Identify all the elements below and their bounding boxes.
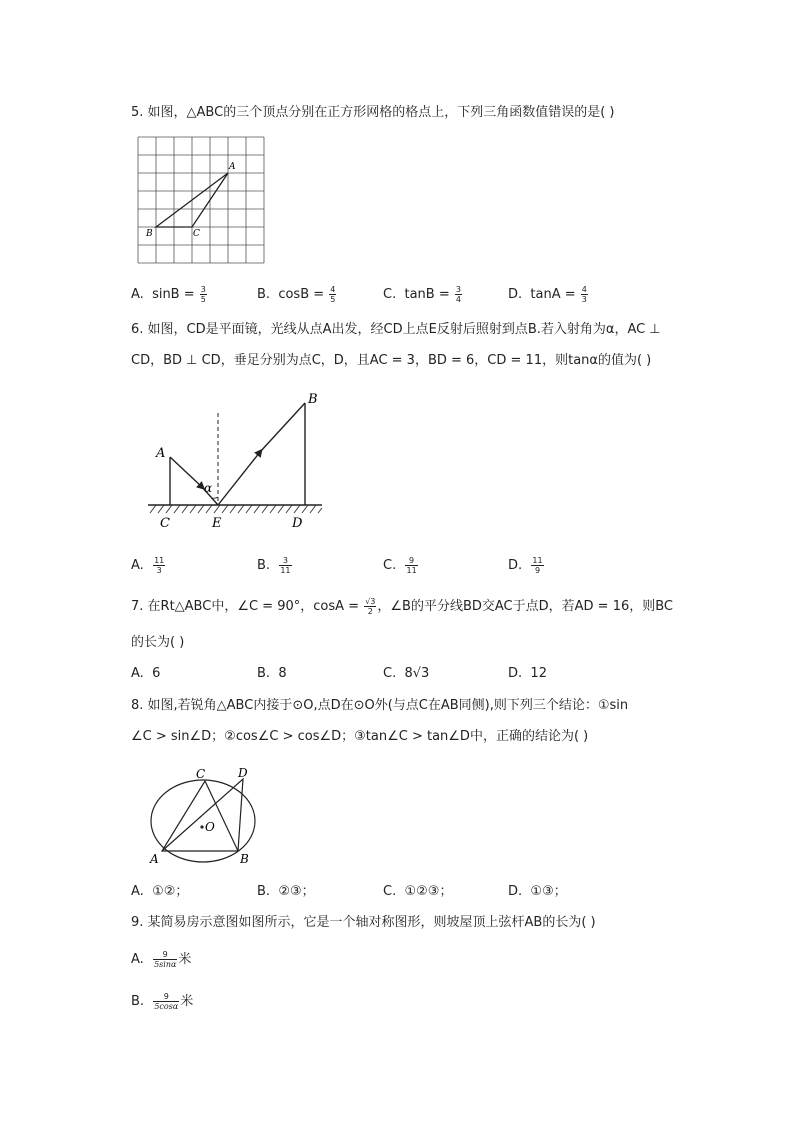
q8-label-o: O	[205, 820, 215, 834]
q7-stem-line1: 7. 在Rt△ABC中，∠C = 90°，cosA = $\frac{√3}{2}$ ，∠B的平分线BD交AC于点D，若AD = 16，则BC	[131, 597, 673, 616]
q8-option-d[interactable]: D. ①③；	[508, 884, 567, 899]
q6-label-c: C	[160, 516, 170, 531]
q6-label-b: B	[308, 392, 318, 407]
q6-label-alpha: α	[204, 481, 213, 495]
q5-label-b: B	[146, 229, 153, 239]
q6-label-a: A	[156, 446, 166, 461]
q8-label-c: C	[196, 767, 206, 781]
q8-option-b[interactable]: B. ②③；	[257, 884, 315, 899]
q5-option-c[interactable]: C. tanB = $\frac{3}{4}$	[383, 285, 461, 304]
q7-option-c[interactable]: C. 8√3	[383, 666, 430, 681]
q5-grid-figure	[136, 135, 268, 267]
q9-stem: 9. 某简易房示意图如图所示，它是一个轴对称图形，则坡屋顶上弦杆AB的长为( )	[131, 915, 596, 930]
q7-option-d[interactable]: D. 12	[508, 666, 547, 681]
q7-option-b[interactable]: B. 8	[257, 666, 287, 681]
q5-option-d[interactable]: D. tanA = $\frac{4}{3}$	[508, 285, 587, 304]
q8-label-b: B	[240, 852, 249, 866]
q5-option-a[interactable]: A. sinB = $\frac{3}{5}$	[131, 285, 206, 304]
q6-option-c[interactable]: C. $\frac{9}{11}$	[383, 556, 417, 575]
q8-option-c[interactable]: C. ①②③；	[383, 884, 453, 899]
q6-stem-line1: 6. 如图，CD是平面镜，光线从点A出发，经CD上点E反射后照射到点B.若入射角为α，AC ⊥	[131, 322, 661, 337]
q6-stem-line2: CD，BD ⊥ CD，垂足分别为点C，D，且AC = 3，BD = 6，CD = 11，则tanα的值为( )	[131, 353, 652, 368]
q9-option-b[interactable]: B. $\frac{9}{5\cos\alpha}$ 米	[131, 992, 194, 1011]
q6-option-b[interactable]: B. $\frac{3}{11}$	[257, 556, 291, 575]
q8-option-a[interactable]: A. ①②；	[131, 884, 189, 899]
q8-circle-figure	[140, 763, 270, 873]
q7-option-a[interactable]: A. 6	[131, 666, 161, 681]
q6-option-a[interactable]: A. $\frac{11}{3}$	[131, 556, 165, 575]
q6-mirror-figure	[140, 385, 330, 535]
q8-label-a: A	[150, 852, 159, 866]
q5-label-c: C	[193, 229, 200, 239]
q6-option-d[interactable]: D. $\frac{11}{9}$	[508, 556, 543, 575]
q8-stem-line1: 8. 如图,若锐角△ABC内接于⊙O,点D在⊙O外(与点C在AB同侧),则下列三个结论：①sin	[131, 698, 629, 713]
q9-option-a[interactable]: A. $\frac{9}{5\sin\alpha}$ 米	[131, 950, 192, 969]
q5-option-b[interactable]: B. cosB = $\frac{4}{5}$	[257, 285, 336, 304]
q7-stem-line2: 的长为( )	[131, 635, 185, 650]
q5-stem: 5. 如图，△ABC的三个顶点分别在正方形网格的格点上，下列三角函数值错误的是( )	[131, 105, 615, 120]
q6-label-d: D	[292, 516, 303, 531]
q5-label-a: A	[229, 162, 236, 172]
q6-label-e: E	[212, 516, 222, 531]
q8-label-d: D	[238, 766, 248, 780]
q8-stem-line2: ∠C > sin∠D；②cos∠C > cos∠D；③tan∠C > tan∠D中，正确的结论为( )	[131, 729, 589, 744]
